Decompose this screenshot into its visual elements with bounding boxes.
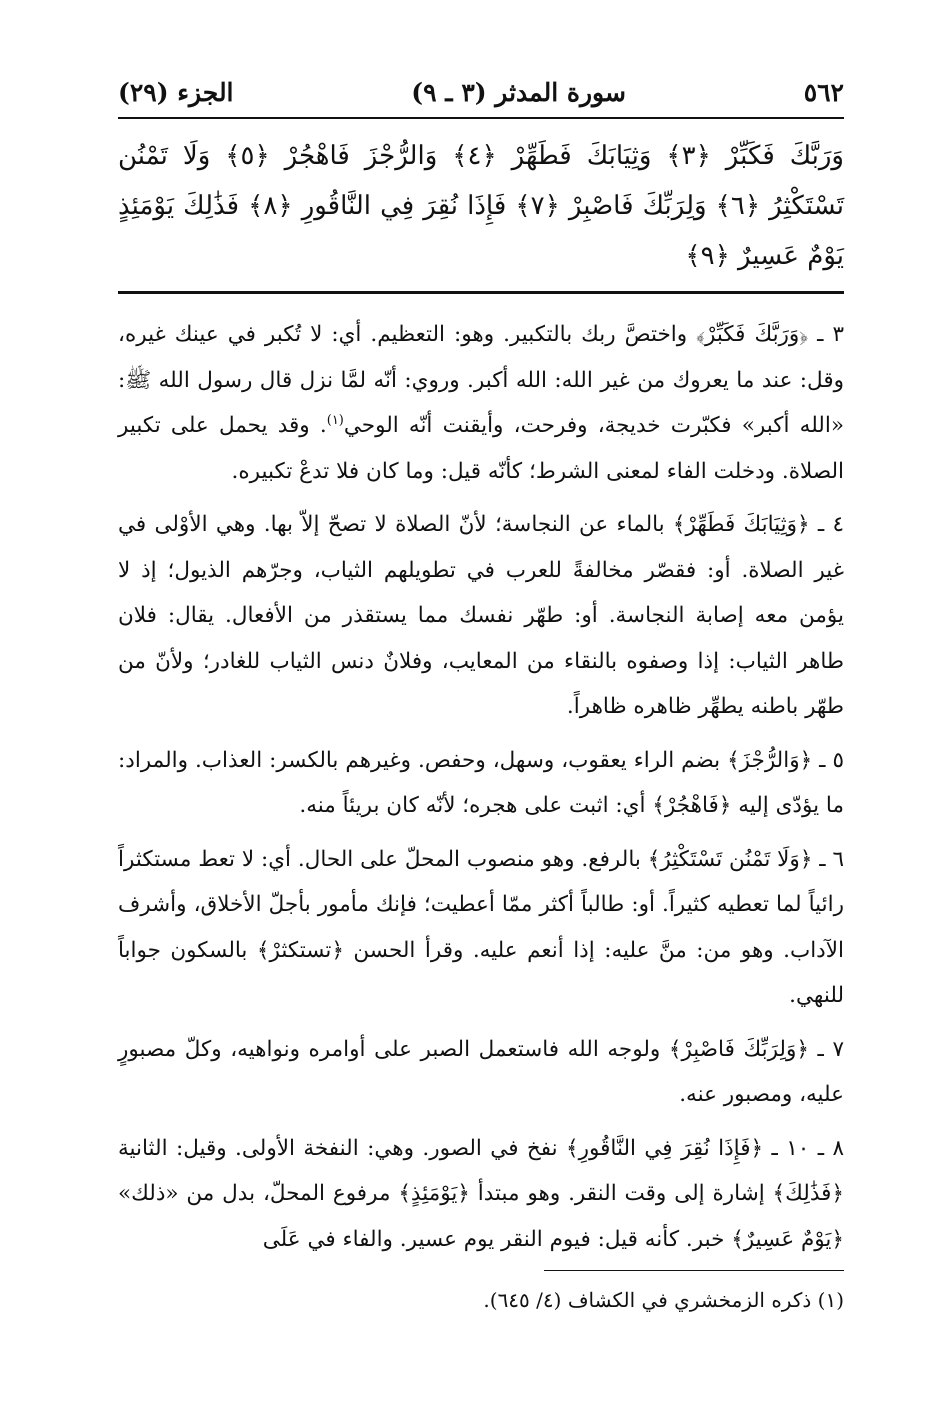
paragraph-text-continued: . وقد يحمل على تكبير الصلاة. ودخلت الفاء لمعنى الشرط؛ كأنّه قيل: وما كان فلا تدعْ تكبيره. bbox=[118, 413, 844, 484]
footnote: (١) ذكره الزمخشري في الكشاف (٤/ ٦٤٥). bbox=[483, 1288, 844, 1312]
commentary-paragraph-verse-6: ٦ ـ ﴿وَلَا تَمْنُن تَسْتَكْثِرُ﴾ بالرفع. وهو منصوب المحلّ على الحال. أي: لا تعط مستكثراً رائياً لما تعطيه كثيراً. أو: طالباً أكثر ممّا أعطيت؛ فإنك مأمور بأجلّ الأخلاق، وأشرف الآداب. وهو من: منَّ عليه: إذا أنعم عليه. وقرأ الحسن ﴿تستكثرْ﴾ بالسكون جواباً للنهي. bbox=[118, 846, 844, 1008]
commentary-paragraph-verse-4: ٤ ـ ﴿وَثِيَابَكَ فَطَهِّرْ﴾ بالماء عن النجاسة؛ لأنّ الصلاة لا تصحّ إلاّ بها. وهي الأوْلى في غير الصلاة. أو: فقصّر مخالفةً للعرب في تطويلهم الثياب، وجرّهم الذيول؛ إذ لا يؤمن معه إصابة النجاسة. أو: طهّر نفسك مما يستقذر من الأفعال. يقال: فلان طاهر الثياب: إذا وصفوه بالنقاء من المعايب، وفلانٌ دنس الثياب للغادر؛ ولأنّ من طهّر باطنه يطهِّر ظاهره ظاهراً. bbox=[118, 512, 844, 719]
commentary bbox=[118, 294, 844, 1262]
surah-title: سورة المدثر (٣ ـ ٩) bbox=[411, 78, 626, 107]
page-number: ٥٦٢ bbox=[803, 78, 844, 107]
paragraph-text: ٣ ـ ﴿وَرَبَّكَ فَكَبِّرْ﴾ واختصَّ ربك بالتكبير. وهو: التعظيم. أي: لا تُكبر في عينك غيره، وقل: عند ما يعروك من غير الله: الله أكبر. وروي: أنّه لمَّا نزل قال رسول الله ﷺ: «الله أكبر» فكبّرت خديجة، وفرحت، وأيقنت أنّه الوحي bbox=[118, 322, 844, 438]
footnote-marker: (١) bbox=[326, 412, 344, 428]
quran-verses: وَرَبَّكَ فَكَبِّرْ ﴿٣﴾ وَثِيَابَكَ فَطَهِّرْ ﴿٤﴾ وَالرُّجْزَ فَاهْجُرْ ﴿٥﴾ وَلَا تَمْنُن تَسْتَكْثِرُ ﴿٦﴾ وَلِرَبِّكَ فَاصْبِرْ ﴿٧﴾ فَإِذَا نُقِرَ فِي النَّاقُورِ ﴿٨﴾ فَذَٰلِكَ يَوْمَئِذٍ يَوْمٌ عَسِيرٌ ﴿٩﴾ bbox=[118, 119, 844, 294]
page-header bbox=[118, 78, 844, 119]
commentary-paragraph-verse-8-10: ٨ ـ ١٠ ـ ﴿فَإِذَا نُقِرَ فِي النَّاقُورِ﴾ نفخ في الصور. وهي: النفخة الأولى. وقيل: الثانية ﴿فَذَٰلِكَ﴾ إشارة إلى وقت النقر. وهو مبتدأ ﴿يَوْمَئِذٍ﴾ مرفوع المحلّ، بدل من «ذلك» ﴿يَوْمٌ عَسِيرٌ﴾ خبر. كأنه قيل: فيوم النقر يوم عسير. والفاء في عَلَى bbox=[118, 1135, 845, 1252]
commentary-paragraph-verse-3 bbox=[118, 312, 844, 494]
commentary-paragraph-verse-7: ٧ ـ ﴿وَلِرَبِّكَ فَاصْبِرْ﴾ ولوجه الله فاستعمل الصبر على أوامره ونواهيه، وكلّ مصبورٍ عليه، ومصبور عنه. bbox=[118, 1036, 844, 1107]
juz-label: الجزء (٢٩) bbox=[118, 78, 234, 107]
commentary-paragraph-verse-5: ٥ ـ ﴿وَالرُّجْزَ﴾ بضم الراء يعقوب، وسهل، وحفص. وغيرهم بالكسر: العذاب. والمراد: ما يؤدّى إليه ﴿فَاهْجُرْ﴾ أي: اثبت على هجره؛ لأنّه كان بريئاً منه. bbox=[118, 747, 844, 818]
footnote-divider bbox=[544, 1270, 844, 1271]
